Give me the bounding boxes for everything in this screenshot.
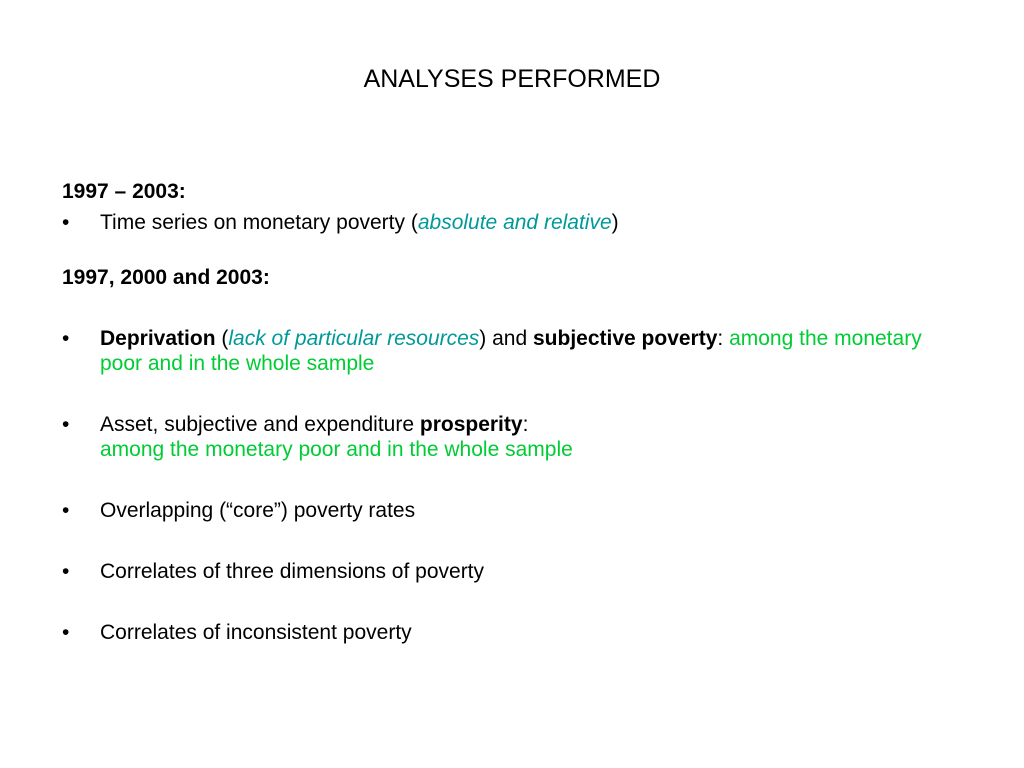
- bullet-highlight: absolute and relative: [417, 211, 612, 234]
- bullet-marker: •: [62, 621, 70, 644]
- bullet-deprivation: [62, 326, 962, 376]
- slide-body: [62, 179, 962, 645]
- bullet-marker: •: [62, 327, 70, 350]
- bullet-green-text: among the monetary poor and in the whole sample: [100, 327, 922, 375]
- bullet-colon: :: [522, 413, 529, 436]
- bullet-marker: •: [62, 499, 70, 522]
- bullet-paren-open: (: [215, 327, 229, 350]
- bullet-inconsistent: [62, 620, 962, 645]
- bullet-bold-subjective: subjective poverty: [533, 327, 718, 350]
- bullet-text: Correlates of inconsistent poverty: [100, 621, 412, 644]
- bullet-text-end: ): [611, 211, 619, 234]
- bullet-text: Time series on monetary poverty (: [100, 211, 418, 234]
- bullet-marker: •: [62, 560, 70, 583]
- bullet-marker: •: [62, 413, 70, 436]
- bullet-bold-prosperity: prosperity: [419, 413, 523, 436]
- bullet-text: Asset, subjective and expenditure: [100, 413, 420, 436]
- bullet-text: Correlates of three dimensions of poverty: [100, 560, 485, 583]
- bullet-time-series: [62, 210, 962, 235]
- bullet-marker: •: [62, 211, 70, 234]
- section-heading-1997-2003: 1997 – 2003:: [62, 180, 186, 203]
- bullet-text: Overlapping (“core”) poverty rates: [100, 499, 416, 522]
- bullet-mid-text: ) and: [479, 327, 533, 350]
- bullet-italic-resources: lack of particular resources: [228, 327, 480, 350]
- bullet-colon: :: [717, 327, 730, 350]
- bullet-three-dimensions: [62, 559, 962, 584]
- bullet-green-text: among the monetary poor and in the whole sample: [100, 438, 573, 461]
- bullet-overlapping: [62, 498, 962, 523]
- bullet-bold-deprivation: Deprivation: [100, 327, 216, 350]
- section-heading-1997-2000-2003: 1997, 2000 and 2003:: [62, 266, 270, 289]
- slide-title: ANALYSES PERFORMED: [363, 65, 661, 93]
- bullet-prosperity: [62, 412, 962, 462]
